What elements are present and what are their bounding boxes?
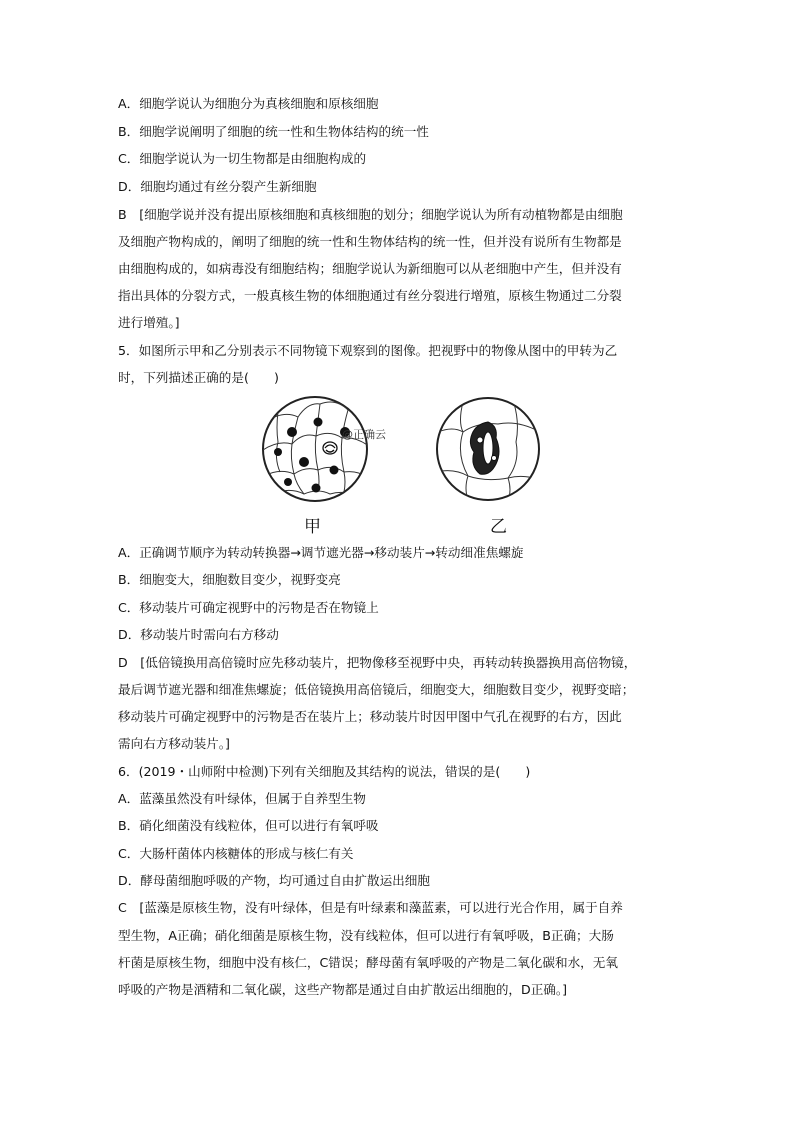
q6-answer-line: 型生物，A正确；硝化细菌是原核生物，没有线粒体，但可以进行有氧呼吸，B正确；大肠 (118, 928, 614, 943)
q5-option-a: A．正确调节顺序为转动转换器→调节遮光器→移动装片→转动细准焦螺旋 (118, 545, 524, 560)
q6-stem: 6．(2019・山师附中检测)下列有关细胞及其结构的说法，错误的是( ) (118, 764, 531, 779)
q5-option-c: C．移动装片可确定视野中的污物是否在物镜上 (118, 600, 379, 615)
q4-option-c: C．细胞学说认为一切生物都是由细胞构成的 (118, 151, 367, 166)
q6-option-c: C．大肠杆菌体内核糖体的形成与核仁有关 (118, 846, 354, 861)
q6-answer-line: 杆菌是原核生物，细胞中没有核仁，C错误；酵母菌有氧呼吸的产物是二氧化碳和水，无氧 (118, 955, 618, 970)
q5-answer-line: 移动装片可确定视野中的污物是否在装片上；移动装片时因甲图中气孔在视野的右方，因此 (118, 709, 622, 724)
figure-label-jia: 甲 (304, 517, 321, 537)
q4-answer-line: 及细胞产物构成的，阐明了细胞的统一性和生物体结构的统一性，但并没有说所有生物都是 (118, 234, 622, 249)
q4-answer-line: 进行增殖。] (118, 315, 180, 330)
q5-answer-line: 最后调节遮光器和细准焦螺旋；低倍镜换用高倍镜后，细胞变大，细胞数目变少，视野变暗； (118, 682, 635, 697)
low-power-view (263, 397, 370, 501)
q6-answer-line: 呼吸的产物是酒精和二氧化碳，这些产物都是通过自由扩散运出细胞的，D正确。] (118, 982, 568, 997)
figure-label-yi: 乙 (490, 517, 507, 537)
q4-answer-line: 指出具体的分裂方式，一般真核生物的体细胞通过有丝分裂进行增殖，原核生物通过二分裂 (118, 288, 622, 303)
q4-option-d: D．细胞均通过有丝分裂产生新细胞 (118, 179, 317, 194)
q5-stem-line: 时，下列描述正确的是( ) (118, 370, 279, 385)
q6-option-a: A．蓝藻虽然没有叶绿体，但属于自养型生物 (118, 791, 366, 806)
q4-answer-line: B [细胞学说并没有提出原核细胞和真核细胞的划分；细胞学说认为所有动植物都是由细胞 (118, 207, 623, 222)
microscope-figure (258, 392, 548, 542)
high-power-view (436, 398, 540, 500)
q4-answer-line: 由细胞构成的，如病毒没有细胞结构；细胞学说认为新细胞可以从老细胞中产生，但并没有 (118, 261, 622, 276)
q4-option-b: B．细胞学说阐明了细胞的统一性和生物体结构的统一性 (118, 124, 429, 139)
watermark-text: @正确云 (342, 428, 386, 441)
q5-option-b: B．细胞变大，细胞数目变少，视野变亮 (118, 572, 341, 587)
q5-option-d: D．移动装片时需向右方移动 (118, 627, 279, 642)
q6-option-d: D．酵母菌细胞呼吸的产物，均可通过自由扩散运出细胞 (118, 873, 430, 888)
q6-answer-line: C [蓝藻是原核生物，没有叶绿体，但是有叶绿素和藻蓝素，可以进行光合作用，属于自养 (118, 900, 623, 915)
q5-answer-line: 需向右方移动装片。] (118, 736, 230, 751)
q5-answer-line: D [低倍镜换用高倍镜时应先移动装片，把物像移至视野中央，再转动转换器换用高倍物镜， (118, 655, 637, 670)
q4-option-a: A．细胞学说认为细胞分为真核细胞和原核细胞 (118, 96, 379, 111)
q5-stem-line: 5．如图所示甲和乙分别表示不同物镜下观察到的图像。把视野中的物像从图中的甲转为乙 (118, 343, 618, 358)
q6-option-b: B．硝化细菌没有线粒体，但可以进行有氧呼吸 (118, 818, 379, 833)
